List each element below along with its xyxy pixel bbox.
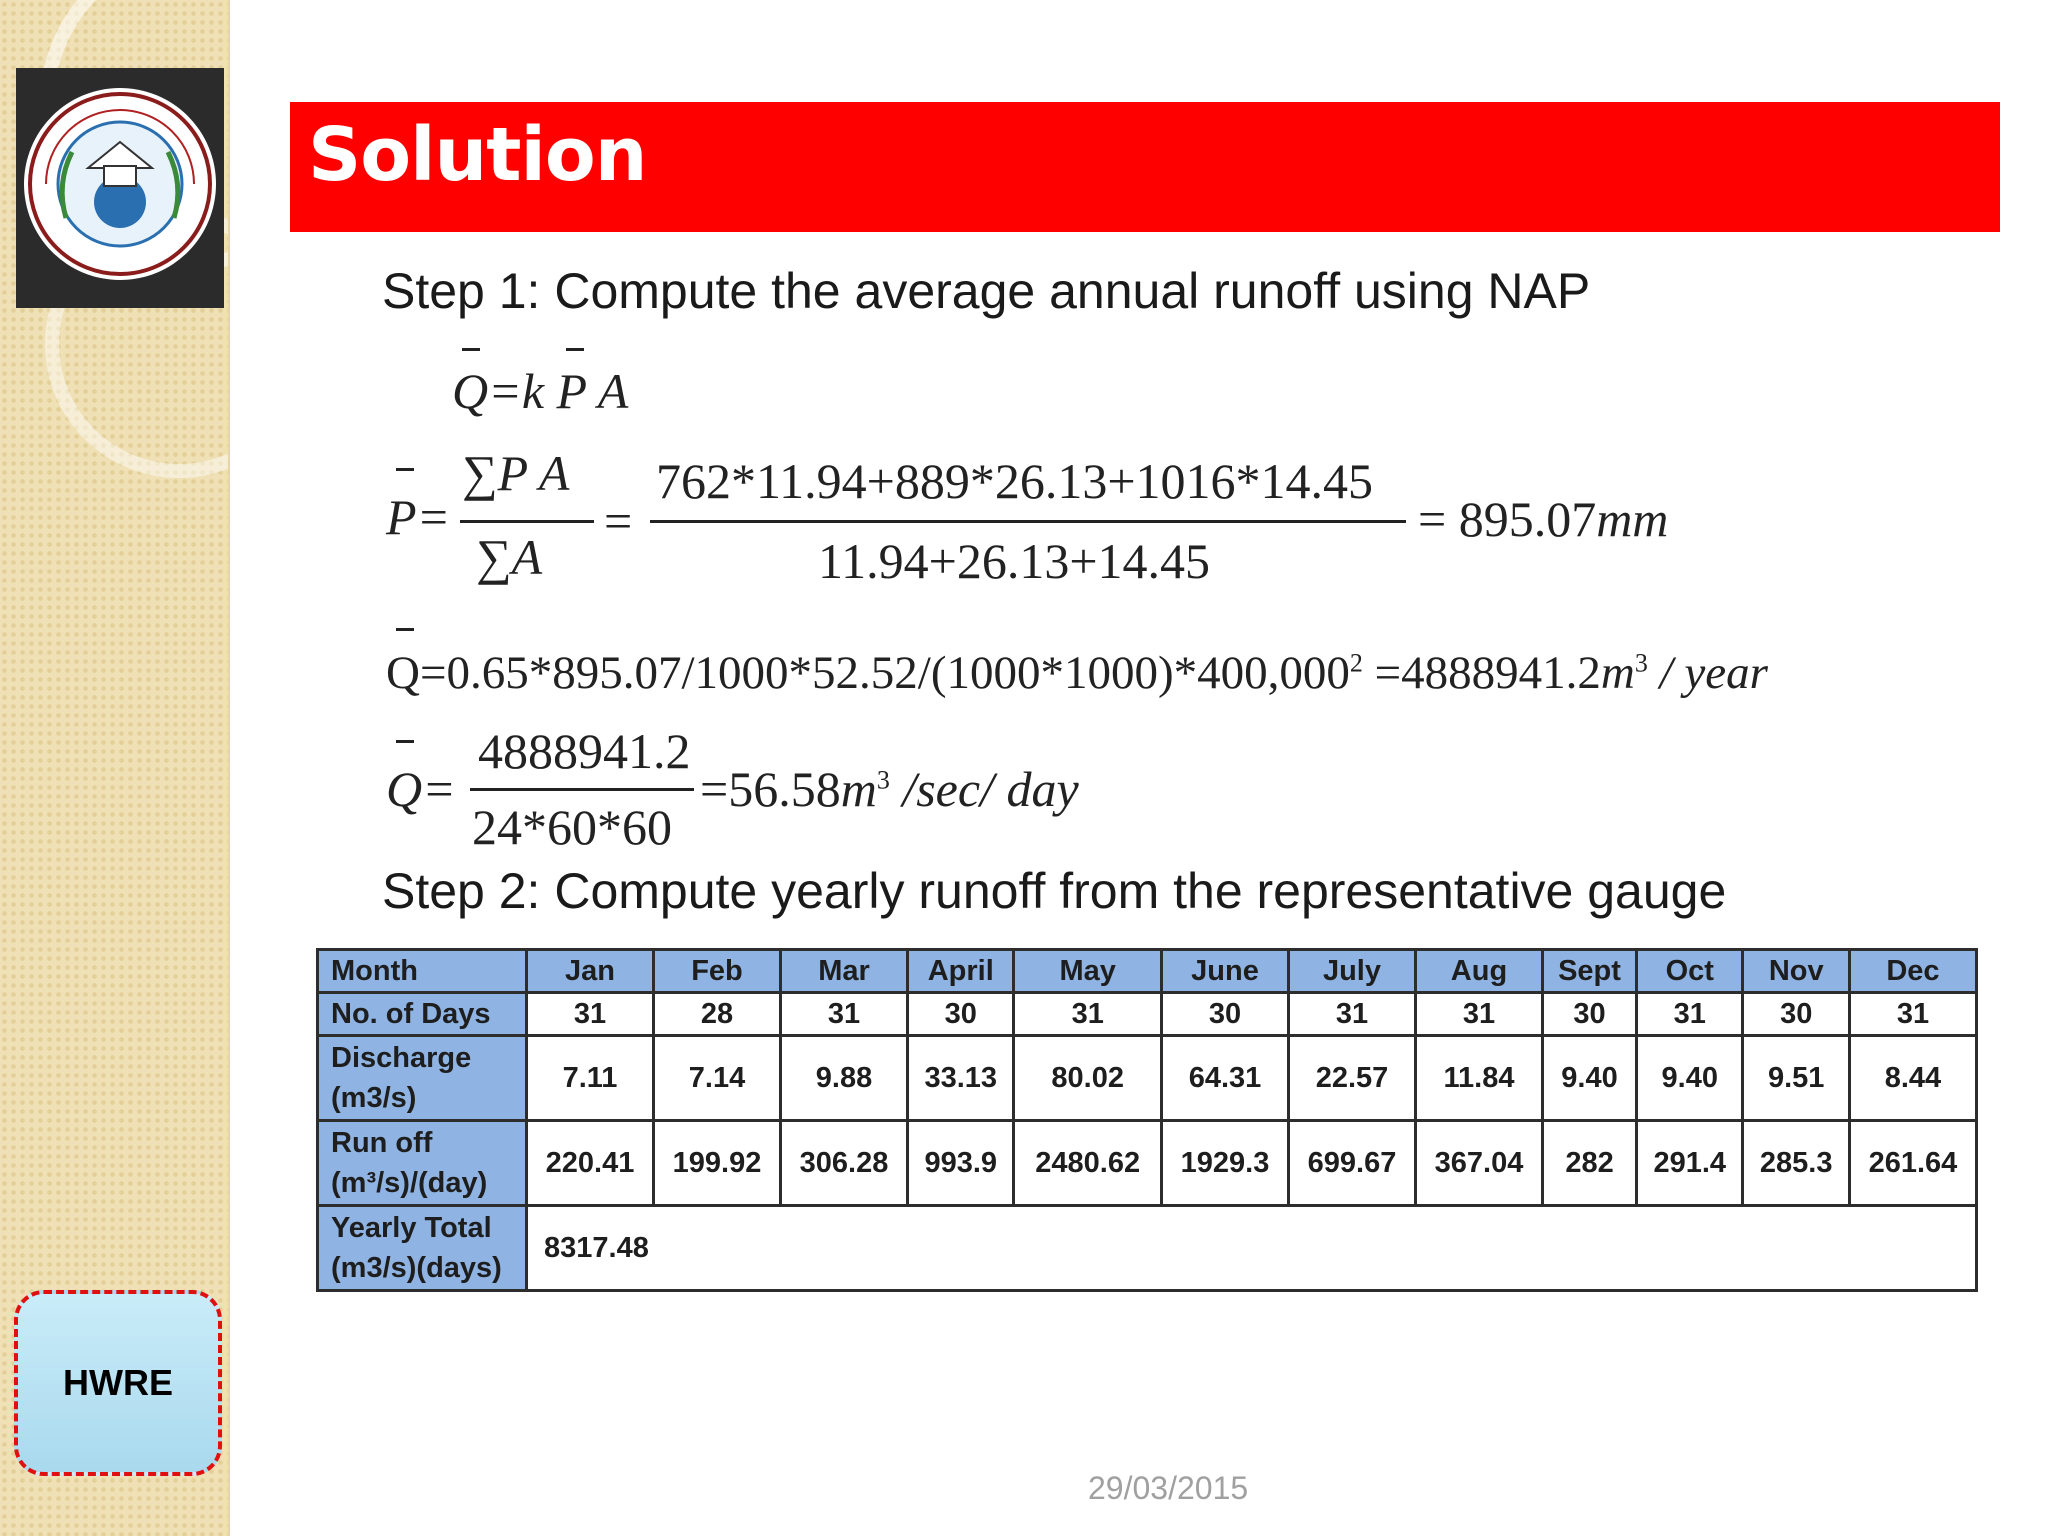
- row-label-discharge-line1: Discharge: [331, 1042, 472, 1074]
- equation-4-numerator: 4888941.2: [478, 723, 691, 779]
- hwre-badge: [14, 1290, 222, 1476]
- equation-3-tail: / year: [1647, 647, 1768, 699]
- discharge-cell: 7.11: [527, 1036, 654, 1121]
- discharge-cell: 7.14: [654, 1036, 781, 1121]
- equation-2-lhs: P=: [386, 489, 451, 545]
- row-label-total-line1: Yearly Total: [331, 1212, 492, 1244]
- days-cell: 31: [1415, 993, 1542, 1036]
- table-row-days: [318, 993, 1977, 1036]
- runoff-cell: 282: [1542, 1121, 1636, 1206]
- month-header-cell: Nov: [1743, 950, 1849, 993]
- runoff-cell: 367.04: [1415, 1121, 1542, 1206]
- month-header-cell: Jan: [527, 950, 654, 993]
- step-2-heading: Step 2: Compute yearly runoff from the representative gauge: [382, 863, 1727, 919]
- fraction-line: [650, 520, 1406, 523]
- runoff-cell: 220.41: [527, 1121, 654, 1206]
- equation-2-value: = 895.07: [1418, 491, 1597, 547]
- slide-title: Solution: [308, 112, 647, 198]
- equation-4-unit-exponent: 3: [876, 765, 890, 795]
- yearly-total-value: 8317.48: [527, 1206, 1977, 1291]
- discharge-cell: 8.44: [1849, 1036, 1976, 1121]
- runoff-cell: 306.28: [781, 1121, 908, 1206]
- discharge-cell: 9.40: [1542, 1036, 1636, 1121]
- row-label-total-line2: (m3/s)(days): [331, 1252, 502, 1284]
- overbar: [396, 628, 414, 631]
- days-cell: 31: [1849, 993, 1976, 1036]
- month-header-cell: Mar: [781, 950, 908, 993]
- runoff-cell: 285.3: [1743, 1121, 1849, 1206]
- table-row-yearly-total: [318, 1206, 1977, 1291]
- discharge-cell: 11.84: [1415, 1036, 1542, 1121]
- equation-4-unit: m: [840, 761, 877, 817]
- days-cell: 31: [1014, 993, 1162, 1036]
- discharge-cell: 22.57: [1288, 1036, 1415, 1121]
- step-1-heading: Step 1: Compute the average annual runoff using NAP: [382, 263, 1591, 319]
- title-banner: [290, 102, 2000, 232]
- month-header-cell: Feb: [654, 950, 781, 993]
- days-cell: 30: [1743, 993, 1849, 1036]
- equation-2-result: [1418, 490, 1668, 548]
- sidebar-panel: [0, 0, 230, 1536]
- equation-3-expression: Q=0.65*895.07/1000*52.52/(1000*1000)*400,000: [386, 647, 1350, 699]
- row-label-runoff-line2: (m³/s)/(day): [331, 1167, 488, 1199]
- equation-2-numerator: ∑P A: [462, 445, 570, 501]
- month-header-cell: July: [1288, 950, 1415, 993]
- equation-2-equals: =: [604, 493, 633, 549]
- row-label-runoff-line1: Run off: [331, 1127, 433, 1159]
- runoff-cell: 2480.62: [1014, 1121, 1162, 1206]
- runoff-cell: 261.64: [1849, 1121, 1976, 1206]
- month-header-cell: Oct: [1637, 950, 1743, 993]
- row-label-discharge: [318, 1036, 527, 1121]
- university-seal-icon: [16, 68, 224, 308]
- discharge-cell: 9.88: [781, 1036, 908, 1121]
- equation-4-lhs: Q=: [386, 761, 456, 817]
- days-cell: 28: [654, 993, 781, 1036]
- equation-3-exponent: 2: [1349, 648, 1363, 678]
- equation-2-unit: mm: [1596, 491, 1669, 547]
- equation-2-denominator: ∑A: [476, 529, 543, 585]
- fraction-line: [470, 788, 694, 791]
- discharge-cell: 9.40: [1637, 1036, 1743, 1121]
- equation-4-value: =56.58: [700, 761, 841, 817]
- days-cell: 30: [908, 993, 1014, 1036]
- row-label-days: No. of Days: [318, 993, 527, 1036]
- equation-2-big-denominator: 11.94+26.13+14.45: [818, 533, 1211, 589]
- discharge-cell: 80.02: [1014, 1036, 1162, 1121]
- month-header-cell: Sept: [1542, 950, 1636, 993]
- discharge-cell: 9.51: [1743, 1036, 1849, 1121]
- hwre-label: HWRE: [63, 1362, 173, 1403]
- equation-3-unit-exponent: 3: [1634, 648, 1648, 678]
- fraction-line: [460, 520, 594, 523]
- days-cell: 30: [1542, 993, 1636, 1036]
- discharge-cell: 33.13: [908, 1036, 1014, 1121]
- equation-3-unit: m: [1600, 647, 1635, 699]
- row-label-month: Month: [318, 950, 527, 993]
- days-cell: 31: [527, 993, 654, 1036]
- equation-4-tail: /sec/ day: [889, 761, 1079, 817]
- row-label-runoff: [318, 1121, 527, 1206]
- row-label-total: [318, 1206, 527, 1291]
- overbar: [396, 468, 414, 471]
- runoff-cell: 199.92: [654, 1121, 781, 1206]
- runoff-table-body: [318, 950, 1977, 1291]
- overbar: [462, 348, 480, 351]
- equation-4-denominator: 24*60*60: [472, 799, 672, 855]
- runoff-cell: 699.67: [1288, 1121, 1415, 1206]
- month-header-cell: May: [1014, 950, 1162, 993]
- days-cell: 31: [1637, 993, 1743, 1036]
- table-row-discharge: [318, 1036, 1977, 1121]
- equation-3: [386, 646, 1768, 700]
- discharge-cell: 64.31: [1161, 1036, 1288, 1121]
- overbar: [396, 740, 414, 743]
- table-row-runoff: [318, 1121, 1977, 1206]
- month-header-cell: June: [1161, 950, 1288, 993]
- month-header-cell: Aug: [1415, 950, 1542, 993]
- university-logo: [16, 68, 224, 308]
- days-cell: 30: [1161, 993, 1288, 1036]
- runoff-table: [316, 948, 1978, 1292]
- equation-3-value: =4888941.2: [1374, 647, 1601, 699]
- row-label-discharge-line2: (m3/s): [331, 1082, 417, 1114]
- slide-date: 29/03/2015: [1088, 1470, 1249, 1506]
- equation-4-result: [700, 760, 1079, 818]
- equation-1: [452, 362, 628, 420]
- equation-1-lhs: Q: [452, 363, 489, 419]
- equation-1-rhs: =k P A: [488, 363, 629, 419]
- equation-2-big-numerator: 762*11.94+889*26.13+1016*14.45: [656, 453, 1374, 509]
- runoff-cell: 993.9: [908, 1121, 1014, 1206]
- days-cell: 31: [1288, 993, 1415, 1036]
- overbar: [566, 348, 584, 351]
- month-header-cell: April: [908, 950, 1014, 993]
- days-cell: 31: [781, 993, 908, 1036]
- table-row-months: [318, 950, 1977, 993]
- month-header-cell: Dec: [1849, 950, 1976, 993]
- runoff-cell: 1929.3: [1161, 1121, 1288, 1206]
- runoff-cell: 291.4: [1637, 1121, 1743, 1206]
